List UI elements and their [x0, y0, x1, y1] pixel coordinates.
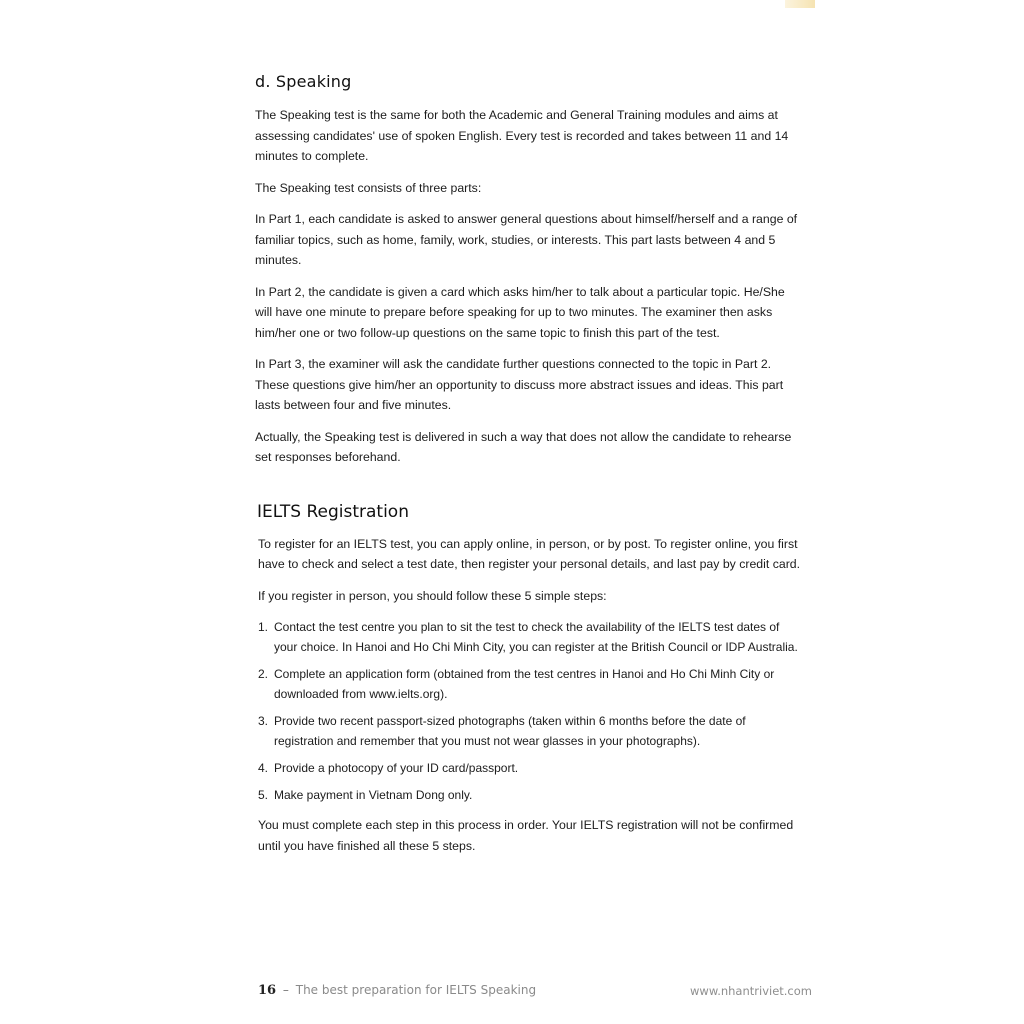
speaking-part1-paragraph: In Part 1, each candidate is asked to answer general questions about himself/herself and a range of familiar topics, such as home, family, work, studies, or interests. This part lasts between 4 and 5 minutes. [255, 212, 798, 267]
publisher-website: www.nhantriviet.com [690, 984, 812, 998]
corner-tab-mark [785, 0, 815, 8]
speaking-heading: d. Speaking [255, 72, 352, 91]
step-number: 1. [258, 620, 269, 634]
step-number: 3. [258, 714, 269, 728]
registration-steps-list [258, 617, 806, 805]
registration-closing-paragraph: You must complete each step in this process in order. Your IELTS registration will not be confirmed until you have finished all these 5 steps. [258, 818, 794, 853]
step-text: Make payment in Vietnam Dong only. [274, 788, 473, 802]
speaking-parts-intro: The Speaking test consists of three parts: [255, 180, 482, 195]
page-content [255, 72, 805, 867]
step-number: 4. [258, 761, 269, 775]
book-title: The best preparation for IELTS Speaking [295, 983, 537, 997]
registration-section [255, 502, 805, 857]
step-text: Provide a photocopy of your ID card/passport. [274, 761, 519, 775]
speaking-section [255, 72, 805, 468]
registration-heading: IELTS Registration [257, 501, 409, 522]
speaking-overview-paragraph: The Speaking test is the same for both the Academic and General Training modules and aims at assessing candidates' use of spoken English. Every test is recorded and takes between 11 and 14 minutes to complete. [255, 108, 789, 163]
registration-lead-in: If you register in person, you should follow these 5 simple steps: [258, 588, 607, 603]
speaking-part2-paragraph: In Part 2, the candidate is given a card which asks him/her to talk about a particular topic. He/She will have one minute to prepare before speaking for up to two minutes. The examiner then asks him/her one or two follow-up questions on the same topic to finish this part of the test. [255, 284, 785, 340]
list-item [258, 711, 806, 751]
speaking-part3-paragraph: In Part 3, the examiner will ask the candidate further questions connected to the topic in Part 2. These questions give him/her an opportunity to discuss more abstract issues and ideas. This part lasts between four and five minutes. [255, 357, 784, 412]
page-number: 16 [258, 983, 277, 998]
list-item [258, 617, 806, 657]
list-item [258, 785, 806, 805]
list-item [258, 758, 806, 778]
footer-separator: – [282, 983, 289, 997]
registration-intro-paragraph: To register for an IELTS test, you can apply online, in person, or by post. To register online, you first have to check and select a test date, then register your personal details, and last pay by credit card. [258, 536, 801, 571]
step-number: 2. [258, 667, 269, 681]
list-item [258, 664, 806, 704]
step-number: 5. [258, 788, 269, 802]
step-text: Complete an application form (obtained from the test centres in Hanoi and Ho Chi Minh City or downloaded from www.ielts.org). [274, 667, 775, 701]
step-text: Contact the test centre you plan to sit the test to check the availability of the IELTS test dates of your choice. In Hanoi and Ho Chi Minh City, you can register at the British Council or IDP Australia. [274, 620, 798, 654]
speaking-delivery-paragraph: Actually, the Speaking test is delivered in such a way that does not allow the candidate to rehearse set responses beforehand. [255, 429, 792, 464]
step-text: Provide two recent passport-sized photographs (taken within 6 months before the date of registration and remember that you must not wear glasses in your photographs). [274, 714, 746, 748]
page-footer [258, 983, 812, 1001]
